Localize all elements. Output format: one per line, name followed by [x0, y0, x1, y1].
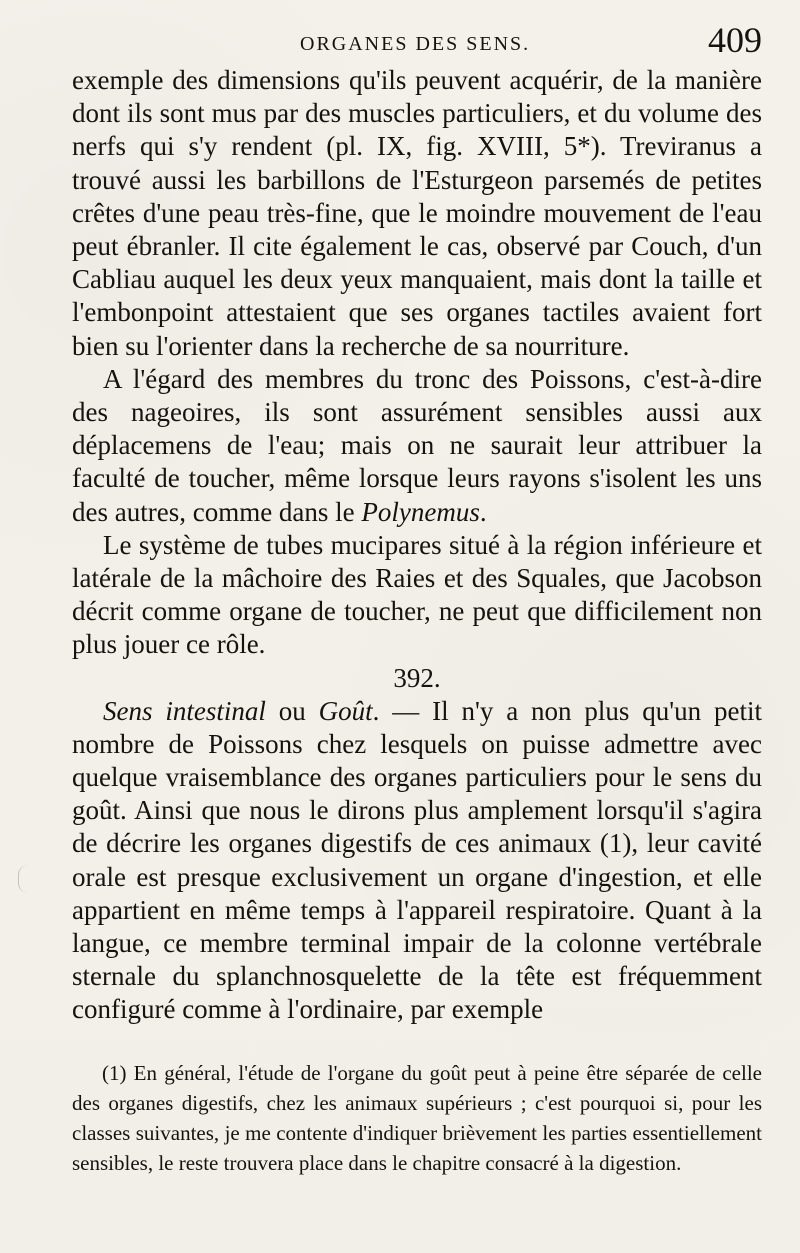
margin-pencil-mark — [18, 865, 29, 893]
section-number: 392. — [393, 662, 441, 693]
section-title-intestinal-sense: Sens intestinal — [103, 695, 266, 726]
paragraph-fins-text: A l'égard des membres du tronc des Poissons, c'est-à-dire des nageoires, ils sont assurément sensibles aussi aux déplacemens de l'eau; mais on ne saurait leur attribuer la faculté de toucher, même lorsque leurs rayons s'isolent les uns des autres, comme dans le — [72, 363, 762, 527]
page-number: 409 — [708, 20, 762, 60]
paragraph-fins — [72, 363, 762, 529]
main-text — [72, 64, 762, 1027]
footnote-1: (1) En général, l'étude de l'organe du goût peut à peine être séparée de celle des organes digestifs, chez les animaux supérieurs ; c'est pourquoi si, pour les classes suivantes, je me contente d'indiquer brièvement les parties essentiellement sensibles, le reste trouvera place dans le chapitre consacré à la digestion. — [72, 1060, 762, 1175]
running-title: ORGANES DES SENS. — [300, 33, 531, 55]
paragraph-taste-text: . — Il n'y a non plus qu'un petit nombre de Poissons chez lesquels on puisse admettre avec quelque vraisemblance des organes particuliers pour le sens du goût. Ainsi que nous le dirons plus amplement lorsqu'il s'agira de décrire les organes digestifs de ces animaux (1), leur cavité orale est presque exclusivement un organe d'ingestion, et elle appartient en même temps à l'appareil respiratoire. Quant à la langue, ce membre terminal impair de la colonne vertébrale sternale du splanchnosquelette de la tête est fréquemment configuré comme à l'ordinaire, par exemple — [72, 695, 763, 1025]
running-header — [72, 22, 762, 64]
paragraph-continuation: exemple des dimensions qu'ils peuvent acquérir, de la manière dont ils sont mus par des muscles particuliers, et du volume des nerfs qui s'y rendent (pl. IX, fig. XVIII, 5*). Treviranus a trouvé aussi les barbillons de l'Esturgeon parsemés de petites crêtes d'une peau très-fine, que le moindre mouvement de l'eau peut ébranler. Il cite également le cas, observé par Couch, d'un Cabliau auquel les deux yeux manquaient, mais dont la taille et l'embonpoint attestaient que ses organes tactiles avaient fort bien su l'orienter dans la recherche de sa nourriture. — [72, 65, 762, 361]
paragraph-fins-end: . — [479, 496, 487, 527]
footnotes — [72, 1058, 762, 1178]
species-name: Polynemus — [361, 496, 480, 527]
section-title-taste: Goût — [318, 695, 373, 726]
paragraph-taste — [72, 695, 762, 1027]
paragraph-mucous-tubes: Le système de tubes mucipares situé à la région inférieure et latérale de la mâchoire des Raies et des Squales, que Jacobson décrit comme organe de toucher, ne peut que difficilement non plus jouer ce rôle. — [72, 529, 762, 660]
section-title-connector: ou — [265, 695, 319, 726]
